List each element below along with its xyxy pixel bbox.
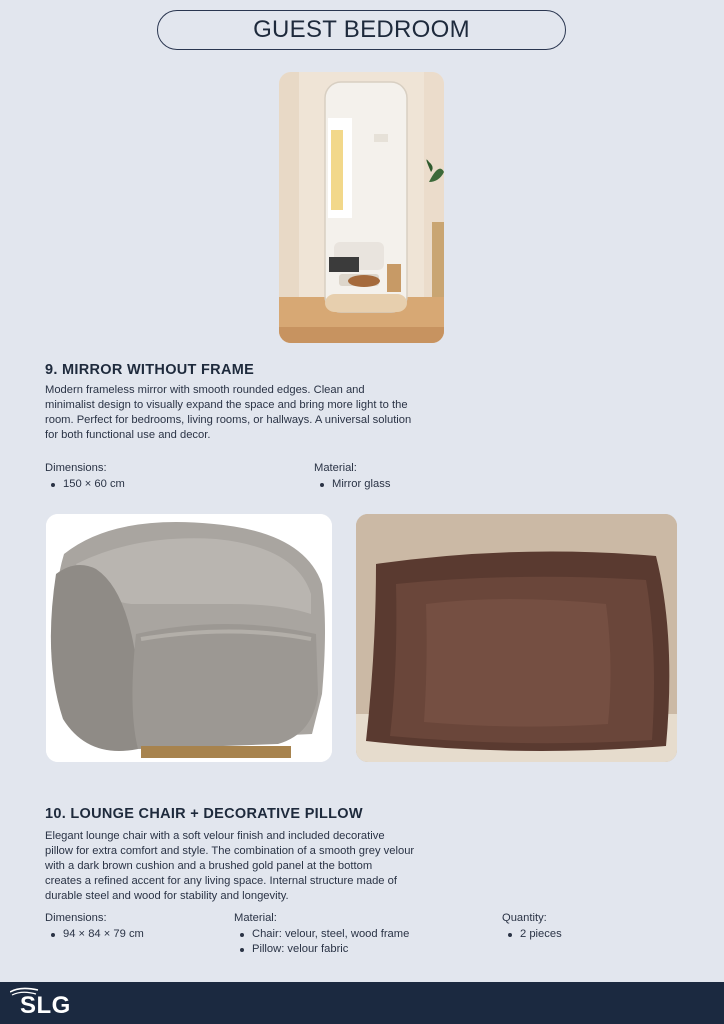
item10-description	[45, 829, 414, 904]
material-value: Mirror glass	[314, 477, 390, 492]
material-label: Material:	[234, 912, 277, 924]
dimensions-value: 94 × 84 × 79 cm	[45, 927, 144, 942]
desc-line: Elegant lounge chair with a soft velour finish and included decorative	[45, 830, 385, 842]
desc-line: pillow for extra comfort and style. The combination of a smooth grey velour	[45, 845, 415, 857]
dimensions-value: 150 × 60 cm	[45, 477, 125, 492]
slg-logo	[10, 986, 80, 1022]
desc-line: for both functional use and decor.	[45, 429, 211, 441]
dimensions-label: Dimensions:	[45, 462, 107, 474]
item9-material	[314, 461, 390, 492]
item9-dimensions	[45, 461, 125, 492]
quantity-label: Quantity:	[502, 912, 547, 924]
desc-line: Modern frameless mirror with smooth rounded edges. Clean and	[45, 384, 365, 396]
page-title: GUEST BEDROOM	[157, 10, 566, 50]
desc-line: minimalist design to visually expand the space and bring more light to the	[45, 399, 408, 411]
item9-description	[45, 383, 411, 443]
desc-line: with a dark brown cushion and a brushed gold panel at the bottom	[45, 860, 373, 872]
decorative-pillow-image	[356, 514, 677, 762]
material-value: Chair: velour, steel, wood frame	[234, 927, 409, 942]
material-label: Material:	[314, 462, 357, 474]
item10-dimensions	[45, 911, 144, 942]
logo-text: SLG	[20, 992, 71, 1019]
desc-line: durable steel and wood for stability and longevity.	[45, 890, 289, 902]
item10-quantity	[502, 911, 562, 942]
material-value: Pillow: velour fabric	[234, 942, 409, 957]
quantity-value: 2 pieces	[502, 927, 562, 942]
mirror-image	[279, 72, 444, 343]
desc-line: room. Perfect for bedrooms, living rooms, or hallways. A universal solution	[45, 414, 412, 426]
lounge-chair-image	[46, 514, 332, 762]
desc-line: creates a refined accent for any living space. Internal structure made of	[45, 875, 397, 887]
footer-bar	[0, 982, 724, 1024]
item10-title: 10. LOUNGE CHAIR + DECORATIVE PILLOW	[45, 806, 363, 822]
dimensions-label: Dimensions:	[45, 912, 107, 924]
item10-material	[234, 911, 409, 957]
item9-title: 9. MIRROR WITHOUT FRAME	[45, 362, 255, 378]
